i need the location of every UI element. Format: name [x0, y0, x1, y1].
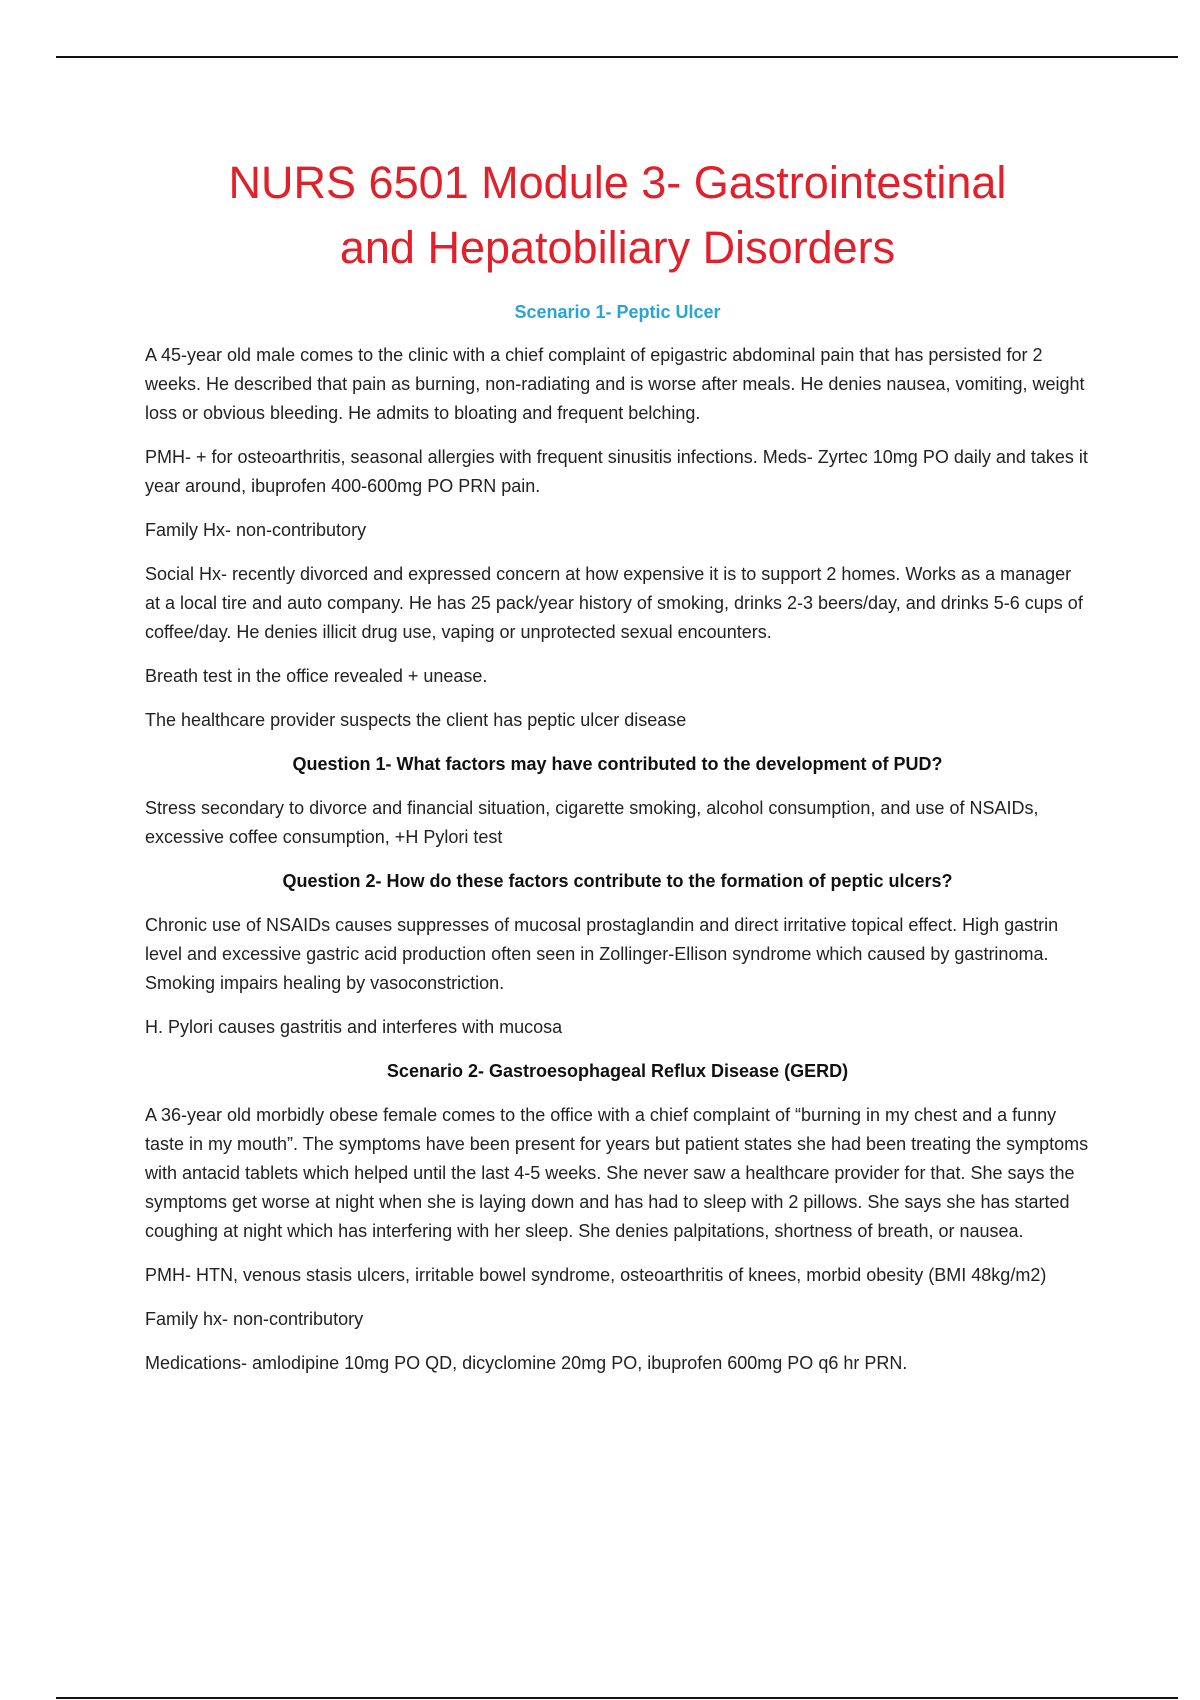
- answer-2b: H. Pylori causes gastritis and interferes with mucosa: [145, 1017, 563, 1037]
- document-title: NURS 6501 Module 3- Gastrointestinal and Hepatobiliary Disorders: [228, 157, 1007, 273]
- scenario-1-social-hx: Social Hx- recently divorced and expressed concern at how expensive it is to support 2 homes. Works as a manager at a local tire and auto company. He has 25 pack/year history of smoking, drinks 2-3 beers/day, and drinks 5-6 cups of coffee/day. He denies illicit drug use, vaping or unprotected sexual encounters.: [145, 564, 1083, 642]
- question-2: Question 2- How do these factors contribute to the formation of peptic ulcers?: [282, 871, 953, 891]
- scenario-2-family-hx: Family hx- non-contributory: [145, 1309, 364, 1329]
- scenario-2-presentation: A 36-year old morbidly obese female comes to the office with a chief complaint of “burning in my chest and a funny taste in my mouth”. The symptoms have been present for years but patient states she had been treating the symptoms with antacid tablets which helped until the last 4-5 weeks. She never saw a healthcare provider for that. She says the symptoms get worse at night when she is laying down and has had to sleep with 2 pillows. She says she has started coughing at night which has interfering with her sleep. She denies palpitations, shortness of breath, or nausea.: [145, 1105, 1089, 1241]
- answer-1: Stress secondary to divorce and financial situation, cigarette smoking, alcohol consumption, and use of NSAIDs, excessive coffee consumption, +H Pylori test: [145, 798, 1039, 847]
- scenario-1-presentation: A 45-year old male comes to the clinic with a chief complaint of epigastric abdominal pain that has persisted for 2 weeks. He described that pain as burning, non-radiating and is worse after meals. He denies nausea, vomiting, weight loss or obvious bleeding. He admits to bloating and frequent belching.: [145, 345, 1085, 423]
- bottom-rule: [56, 1697, 1178, 1699]
- document-page: [145, 150, 1090, 1393]
- scenario-1-pmh: PMH- + for osteoarthritis, seasonal allergies with frequent sinusitis infections. Meds- Zyrtec 10mg PO daily and takes it year around, ibuprofen 400-600mg PO PRN pain.: [145, 447, 1088, 496]
- scenario-1-breath-test: Breath test in the office revealed + unease.: [145, 666, 488, 686]
- scenario-1-family-hx: Family Hx- non-contributory: [145, 520, 367, 540]
- top-rule: [56, 56, 1178, 58]
- scenario-2-pmh: PMH- HTN, venous stasis ulcers, irritable bowel syndrome, osteoarthritis of knees, morbid obesity (BMI 48kg/m2): [145, 1265, 1047, 1285]
- question-1: Question 1- What factors may have contributed to the development of PUD?: [292, 754, 943, 774]
- scenario-2-medications: Medications- amlodipine 10mg PO QD, dicyclomine 20mg PO, ibuprofen 600mg PO q6 hr PRN.: [145, 1353, 908, 1373]
- scenario-1-heading: Scenario 1- Peptic Ulcer: [514, 302, 721, 322]
- scenario-2-heading: Scenario 2- Gastroesophageal Reflux Disease (GERD): [386, 1061, 849, 1081]
- answer-2a: Chronic use of NSAIDs causes suppresses of mucosal prostaglandin and direct irritative topical effect. High gastrin level and excessive gastric acid production often seen in Zollinger-Ellison syndrome which caused by gastrinoma. Smoking impairs healing by vasoconstriction.: [145, 915, 1059, 993]
- scenario-1-suspicion: The healthcare provider suspects the client has peptic ulcer disease: [145, 710, 687, 730]
